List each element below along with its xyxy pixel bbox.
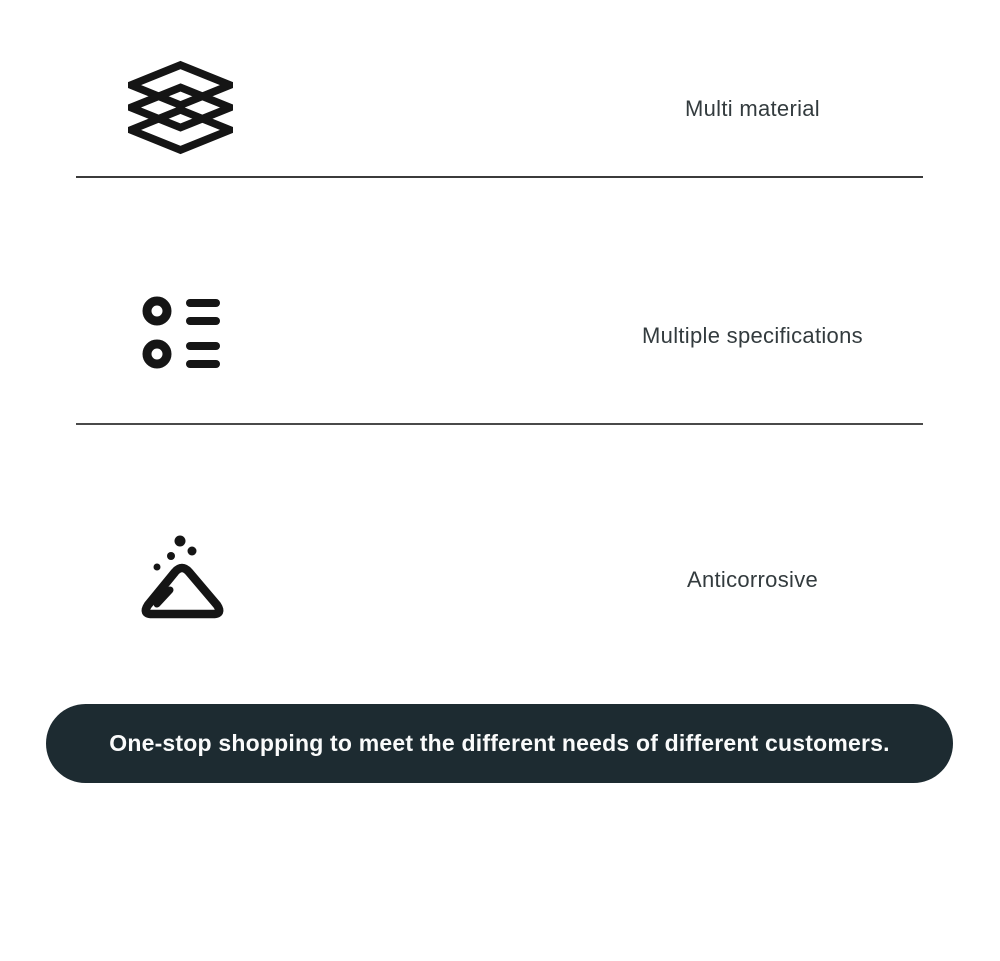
divider xyxy=(76,176,923,178)
list-icon xyxy=(142,295,224,371)
powder-pile-icon xyxy=(135,528,230,623)
divider xyxy=(76,423,923,425)
feature-label-multi-material: Multi material xyxy=(684,96,820,121)
tagline-banner xyxy=(46,704,953,783)
tagline-text: One-stop shopping to meet the different needs of different customers. xyxy=(109,730,890,756)
feature-label-multiple-specifications: Multiple specifications xyxy=(642,323,863,348)
feature-label-anticorrosive: Anticorrosive xyxy=(686,567,819,592)
layers-icon xyxy=(128,60,233,155)
